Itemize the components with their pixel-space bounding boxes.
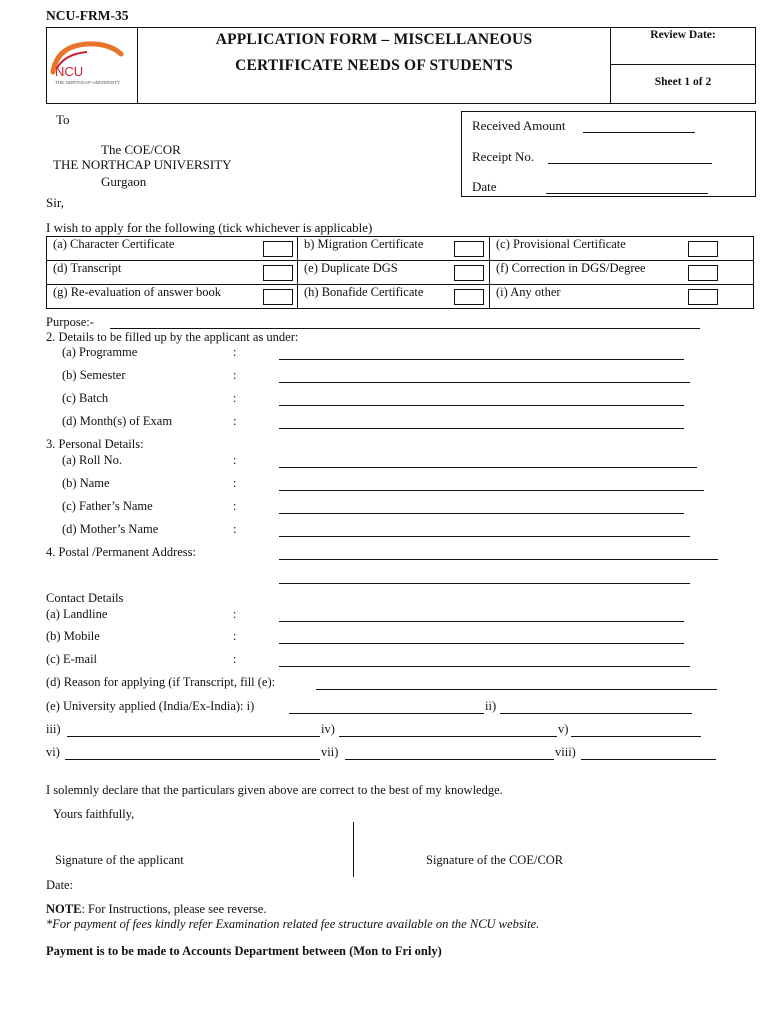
address-field-line2[interactable] <box>279 571 690 584</box>
university-label: (e) University applied (India/Ex-India): i) <box>46 699 255 713</box>
university-field-ii[interactable] <box>500 701 692 714</box>
colon: : <box>233 391 237 405</box>
option-label: (e) Duplicate DGS <box>304 261 398 275</box>
option-cell <box>47 285 298 309</box>
month-of-exam-field[interactable] <box>279 416 684 429</box>
batch-field[interactable] <box>279 393 684 406</box>
option-cell <box>490 261 754 285</box>
option-cell <box>490 285 754 309</box>
contact-heading: Contact Details <box>46 591 124 605</box>
university-field-i[interactable] <box>289 701 484 714</box>
section4-label: 4. Postal /Permanent Address: <box>46 545 196 559</box>
logo-text: NCU <box>55 64 84 79</box>
certificate-options-table <box>46 236 754 309</box>
ncu-logo <box>47 28 137 103</box>
table-row <box>47 237 754 261</box>
table-row <box>47 285 754 309</box>
form-title-line1: APPLICATION FORM – MISCELLANEOUS <box>215 31 533 48</box>
mobile-field[interactable] <box>279 631 684 644</box>
colon: : <box>233 607 237 621</box>
received-amount-field[interactable] <box>583 120 695 133</box>
programme-field[interactable] <box>279 347 684 360</box>
colon: : <box>233 652 237 666</box>
fee-note: *For payment of fees kindly refer Examination related fee structure available on the NCU website. <box>46 917 540 931</box>
colon: : <box>233 345 237 359</box>
option-checkbox[interactable] <box>454 241 484 257</box>
option-checkbox[interactable] <box>454 289 484 305</box>
colon: : <box>233 414 237 428</box>
form-title-line2: CERTIFICATE NEEDS OF STUDENTS <box>235 57 513 74</box>
table-row <box>47 261 754 285</box>
addressee-line2: THE NORTHCAP UNIVERSITY <box>53 157 232 172</box>
option-label: (d) Transcript <box>53 261 122 275</box>
option-label: (f) Correction in DGS/Degree <box>496 261 646 275</box>
mothers-name-field[interactable] <box>279 524 690 537</box>
name-field[interactable] <box>279 478 704 491</box>
option-label: b) Migration Certificate <box>304 237 424 251</box>
university-v-label: v) <box>558 722 569 736</box>
payment-note: Payment is to be made to Accounts Department between (Mon to Fri only) <box>46 944 442 958</box>
addressee-line3: Gurgaon <box>101 174 147 189</box>
option-checkbox[interactable] <box>263 289 293 305</box>
title-cell <box>138 28 611 103</box>
to-label: To <box>56 112 70 127</box>
signature-divider <box>353 822 354 877</box>
university-field-iv[interactable] <box>339 724 557 737</box>
purpose-field[interactable] <box>110 316 700 329</box>
university-iv-label: iv) <box>321 722 335 736</box>
university-field-v[interactable] <box>571 724 701 737</box>
receipt-no-label: Receipt No. <box>472 149 535 164</box>
option-checkbox[interactable] <box>688 241 718 257</box>
note <box>46 902 266 917</box>
university-field-vii[interactable] <box>345 747 554 760</box>
reason-label: (d) Reason for applying (if Transcript, fill (e): <box>46 675 276 689</box>
option-cell <box>298 261 490 285</box>
option-checkbox[interactable] <box>263 265 293 281</box>
logo-cell <box>47 28 138 103</box>
received-amount-label: Received Amount <box>472 118 566 133</box>
option-cell <box>298 285 490 309</box>
field-label-roll-no: (a) Roll No. <box>62 453 123 467</box>
receipt-date-label: Date <box>472 179 497 194</box>
review-date-label: Review Date: <box>650 29 716 41</box>
option-cell <box>298 237 490 261</box>
university-viii-label: viii) <box>555 745 576 759</box>
address-field-line1[interactable] <box>279 547 718 560</box>
salutation: Sir, <box>46 195 64 210</box>
declaration-text: I solemnly declare that the particulars given above are correct to the best of my knowledge. <box>46 783 503 797</box>
email-field[interactable] <box>279 654 690 667</box>
fathers-name-field[interactable] <box>279 501 684 514</box>
yours-faithfully: Yours faithfully, <box>53 807 135 821</box>
note-bold: NOTE <box>46 902 82 916</box>
sheet-label: Sheet 1 of 2 <box>654 76 712 88</box>
university-vi-label: vi) <box>46 745 60 759</box>
field-label-semester: (b) Semester <box>62 368 126 382</box>
applicant-signature-label[interactable]: Signature of the applicant <box>55 853 184 867</box>
option-label: (c) Provisional Certificate <box>496 237 626 251</box>
field-label-batch: (c) Batch <box>62 391 109 405</box>
section2-heading: 2. Details to be filled up by the applicant as under: <box>46 330 299 344</box>
colon: : <box>233 629 237 643</box>
option-checkbox[interactable] <box>688 265 718 281</box>
field-label-landline: (a) Landline <box>46 607 108 621</box>
university-ii-label: ii) <box>485 699 497 713</box>
university-field-vi[interactable] <box>65 747 320 760</box>
university-vii-label: vii) <box>321 745 339 759</box>
logo-subtext: THE NORTHCAP UNIVERSITY <box>55 80 120 85</box>
field-label-email: (c) E-mail <box>46 652 98 666</box>
receipt-no-field[interactable] <box>548 151 712 164</box>
field-label-programme: (a) Programme <box>62 345 138 359</box>
note-text: : For Instructions, please see reverse. <box>81 902 267 916</box>
receipt-date-field[interactable] <box>546 181 708 194</box>
semester-field[interactable] <box>279 370 690 383</box>
colon: : <box>233 453 237 467</box>
option-checkbox[interactable] <box>263 241 293 257</box>
option-cell <box>47 261 298 285</box>
roll-no-field[interactable] <box>279 455 697 468</box>
field-label-month-of-exam: (d) Month(s) of Exam <box>62 414 173 428</box>
reason-field[interactable] <box>316 677 717 690</box>
field-label-fathers-name: (c) Father’s Name <box>62 499 153 513</box>
option-label: (g) Re-evaluation of answer book <box>53 285 221 299</box>
university-field-iii[interactable] <box>67 724 320 737</box>
option-cell <box>490 237 754 261</box>
option-checkbox[interactable] <box>688 289 718 305</box>
landline-field[interactable] <box>279 609 684 622</box>
form-header <box>46 27 756 104</box>
colon: : <box>233 368 237 382</box>
university-field-viii[interactable] <box>581 747 716 760</box>
sheet-cell <box>611 65 755 103</box>
date-label: Date: <box>46 878 74 892</box>
option-label: (h) Bonafide Certificate <box>304 285 424 299</box>
colon: : <box>233 476 237 490</box>
form-code: NCU-FRM-35 <box>46 8 129 23</box>
option-label: (a) Character Certificate <box>53 237 175 251</box>
coe-signature-label: Signature of the COE/COR <box>426 853 564 867</box>
apply-intro: I wish to apply for the following (tick whichever is applicable) <box>46 220 373 235</box>
review-date-cell <box>611 28 755 65</box>
field-label-mobile: (b) Mobile <box>46 629 100 643</box>
option-label: (i) Any other <box>496 285 561 299</box>
addressee-line1: The COE/COR <box>101 142 181 157</box>
purpose-label: Purpose:- <box>46 315 94 329</box>
colon: : <box>233 522 237 536</box>
option-checkbox[interactable] <box>454 265 484 281</box>
field-label-mothers-name: (d) Mother’s Name <box>62 522 159 536</box>
colon: : <box>233 499 237 513</box>
section3-heading: 3. Personal Details: <box>46 437 144 451</box>
option-cell <box>47 237 298 261</box>
office-use-box <box>461 111 756 197</box>
field-label-name: (b) Name <box>62 476 110 490</box>
university-iii-label: iii) <box>46 722 61 736</box>
